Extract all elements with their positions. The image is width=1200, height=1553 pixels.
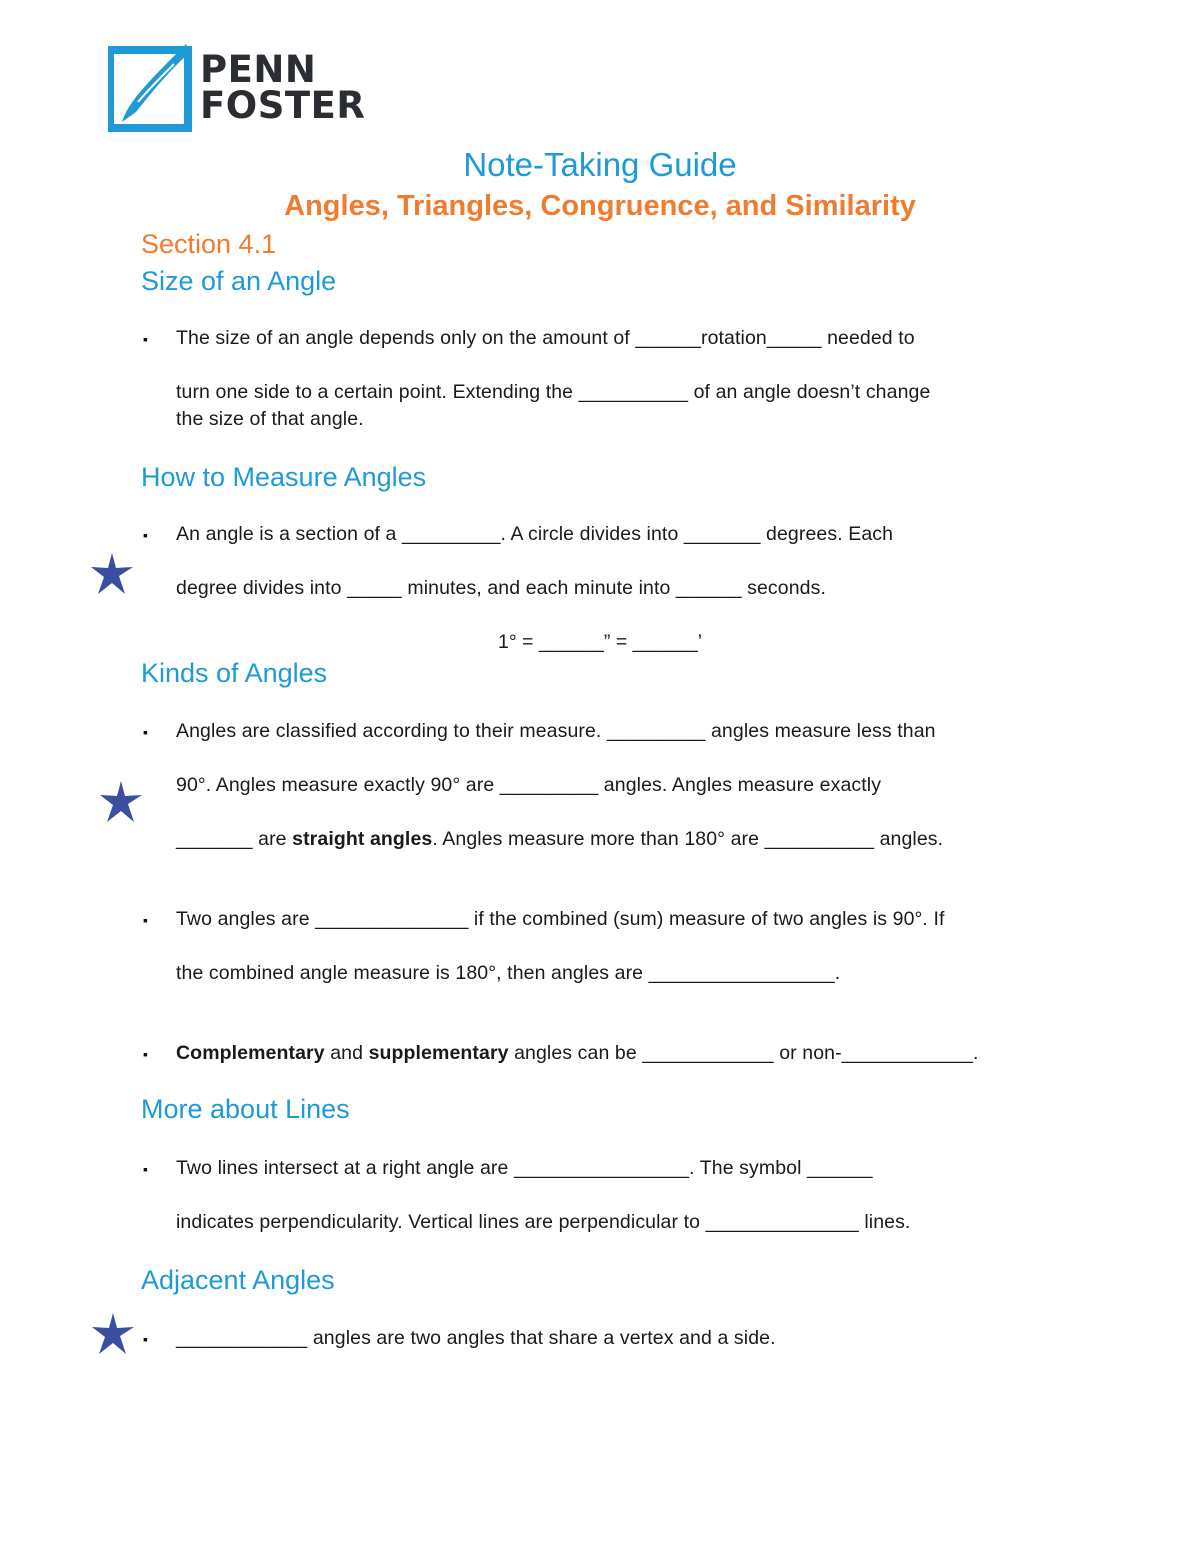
kinds-line-2: 90°. Angles measure exactly 90° are _________ angles. Angles measure exactly — [176, 774, 882, 796]
lines-line-1: Two lines intersect at a right angle are ________________. The symbol ______ — [176, 1157, 873, 1179]
term-supplementary: supplementary — [368, 1042, 509, 1064]
bullet-icon: ▪ — [143, 1046, 148, 1062]
kinds-line-4: Two angles are ______________ if the combined (sum) measure of two angles is 90°. If — [176, 908, 945, 930]
kinds-line-1: Angles are classified according to their measure. _________ angles measure less than — [176, 720, 936, 742]
bullet-icon: ▪ — [143, 912, 148, 928]
star-icon — [99, 780, 143, 824]
logo-wordmark — [200, 48, 366, 127]
size-line-1: The size of an angle depends only on the amount of ______rotation_____ needed to — [176, 327, 915, 349]
kinds-line-6-mid: and — [324, 1042, 369, 1064]
star-icon — [90, 552, 134, 596]
size-line-2: turn one side to a certain point. Extending the __________ of an angle doesn’t change — [176, 381, 931, 403]
bullet-icon: ▪ — [143, 1161, 148, 1177]
heading-measure-angles: How to Measure Angles — [141, 462, 427, 492]
degree-formula: 1° = ______” = ______’ — [497, 631, 703, 653]
bullet-icon: ▪ — [143, 1331, 148, 1347]
kinds-line-3 — [176, 828, 943, 851]
measure-line-2: degree divides into _____ minutes, and each minute into ______ seconds. — [176, 577, 826, 599]
term-straight-angles: straight angles — [292, 828, 433, 850]
size-line-3: the size of that angle. — [176, 408, 364, 430]
term-complementary: Complementary — [176, 1042, 325, 1064]
kinds-line-6 — [176, 1042, 979, 1065]
heading-size-of-angle: Size of an Angle — [141, 266, 337, 296]
logo-line-2: FOSTER — [200, 84, 366, 127]
adjacent-line-1: ____________ angles are two angles that share a vertex and a side. — [176, 1327, 776, 1349]
kinds-line-3-end: . Angles measure more than 180° are __________ angles. — [432, 828, 944, 850]
bullet-icon: ▪ — [143, 331, 148, 347]
heading-more-about-lines: More about Lines — [141, 1094, 350, 1124]
heading-adjacent-angles: Adjacent Angles — [141, 1265, 335, 1295]
kinds-line-5: the combined angle measure is 180°, then angles are _________________. — [176, 962, 841, 984]
star-icon — [91, 1312, 135, 1356]
measure-line-1: An angle is a section of a _________. A circle divides into _______ degrees. Each — [176, 523, 894, 545]
logo-line-1: PENN — [200, 48, 317, 91]
section-number: Section 4.1 — [141, 229, 277, 259]
kinds-line-3-start: _______ are — [176, 828, 293, 850]
bullet-icon: ▪ — [143, 724, 148, 740]
bullet-icon: ▪ — [143, 527, 148, 543]
page-title: Note-Taking Guide — [463, 146, 737, 183]
heading-kinds-of-angles: Kinds of Angles — [141, 658, 328, 688]
lines-line-2: indicates perpendicularity. Vertical lines are perpendicular to ______________ lines. — [176, 1211, 911, 1233]
page-subtitle: Angles, Triangles, Congruence, and Similarity — [284, 190, 916, 222]
kinds-line-6-end: angles can be ____________ or non-____________. — [508, 1042, 979, 1064]
